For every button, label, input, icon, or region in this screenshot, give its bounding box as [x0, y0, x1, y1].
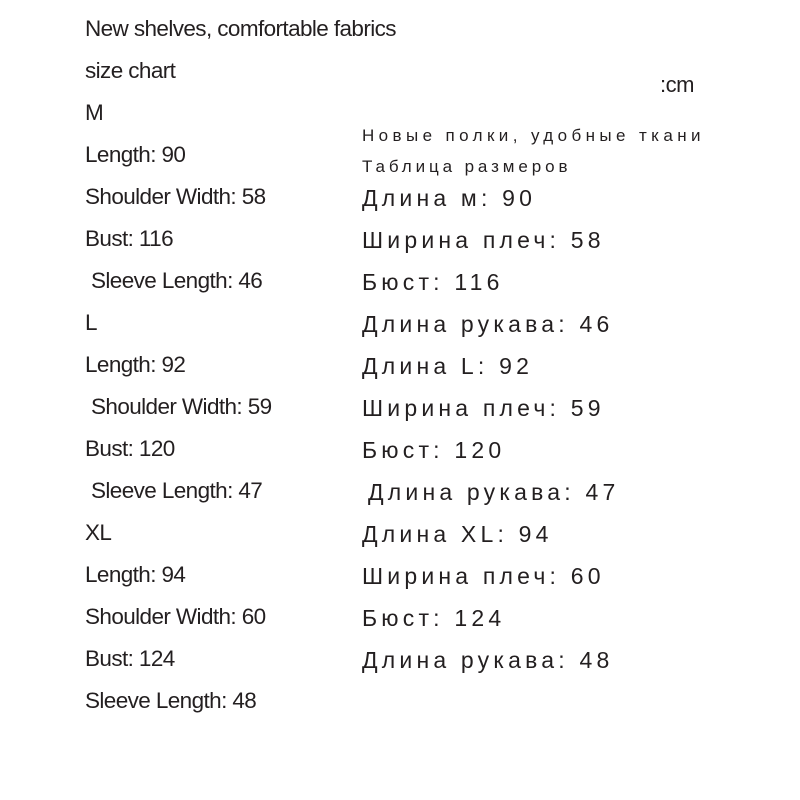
ru-xl-bust: Бюст: 124 — [362, 605, 506, 631]
russian-title: Новые полки, удобные ткани — [362, 126, 705, 145]
ru-l-bust: Бюст: 120 — [362, 437, 506, 463]
ru-l-length: Длина L: 92 — [362, 353, 534, 379]
size-m-sleeve: Sleeve Length: 46 — [91, 268, 263, 293]
ru-m-sleeve: Длина рукава: 46 — [362, 311, 614, 337]
russian-size-chart — [362, 120, 792, 673]
ru-l-shoulder: Ширина плеч: 59 — [362, 395, 605, 421]
unit-label: :cm — [660, 72, 694, 97]
ru-m-length: Длина м: 90 — [362, 185, 537, 211]
ru-xl-sleeve: Длина рукава: 48 — [362, 647, 614, 673]
english-size-chart — [85, 8, 396, 722]
size-m-bust: Bust: 116 — [85, 226, 173, 251]
size-xl-shoulder: Shoulder Width: 60 — [85, 604, 266, 629]
size-xl-length: Length: 94 — [85, 562, 186, 587]
english-title: New shelves, comfortable fabrics — [85, 16, 396, 41]
size-label-l: L — [85, 310, 97, 335]
ru-m-shoulder: Ширина плеч: 58 — [362, 227, 605, 253]
ru-l-sleeve: Длина рукава: 47 — [368, 479, 620, 505]
english-subtitle: size chart — [85, 58, 176, 83]
size-l-bust: Bust: 120 — [85, 436, 175, 461]
ru-xl-shoulder: Ширина плеч: 60 — [362, 563, 605, 589]
russian-measurements — [362, 177, 619, 681]
size-xl-sleeve: Sleeve Length: 48 — [85, 688, 257, 713]
size-m-shoulder: Shoulder Width: 58 — [85, 184, 266, 209]
size-l-length: Length: 92 — [85, 352, 186, 377]
ru-m-bust: Бюст: 116 — [362, 269, 504, 295]
ru-xl-length: Длина XL: 94 — [362, 521, 553, 547]
size-l-shoulder: Shoulder Width: 59 — [91, 394, 272, 419]
size-l-sleeve: Sleeve Length: 47 — [91, 478, 263, 503]
size-m-length: Length: 90 — [85, 142, 186, 167]
size-label-xl: XL — [85, 520, 112, 545]
size-xl-bust: Bust: 124 — [85, 646, 175, 671]
russian-subtitle: Таблица размеров — [362, 157, 572, 176]
size-label-m: M — [85, 100, 104, 125]
